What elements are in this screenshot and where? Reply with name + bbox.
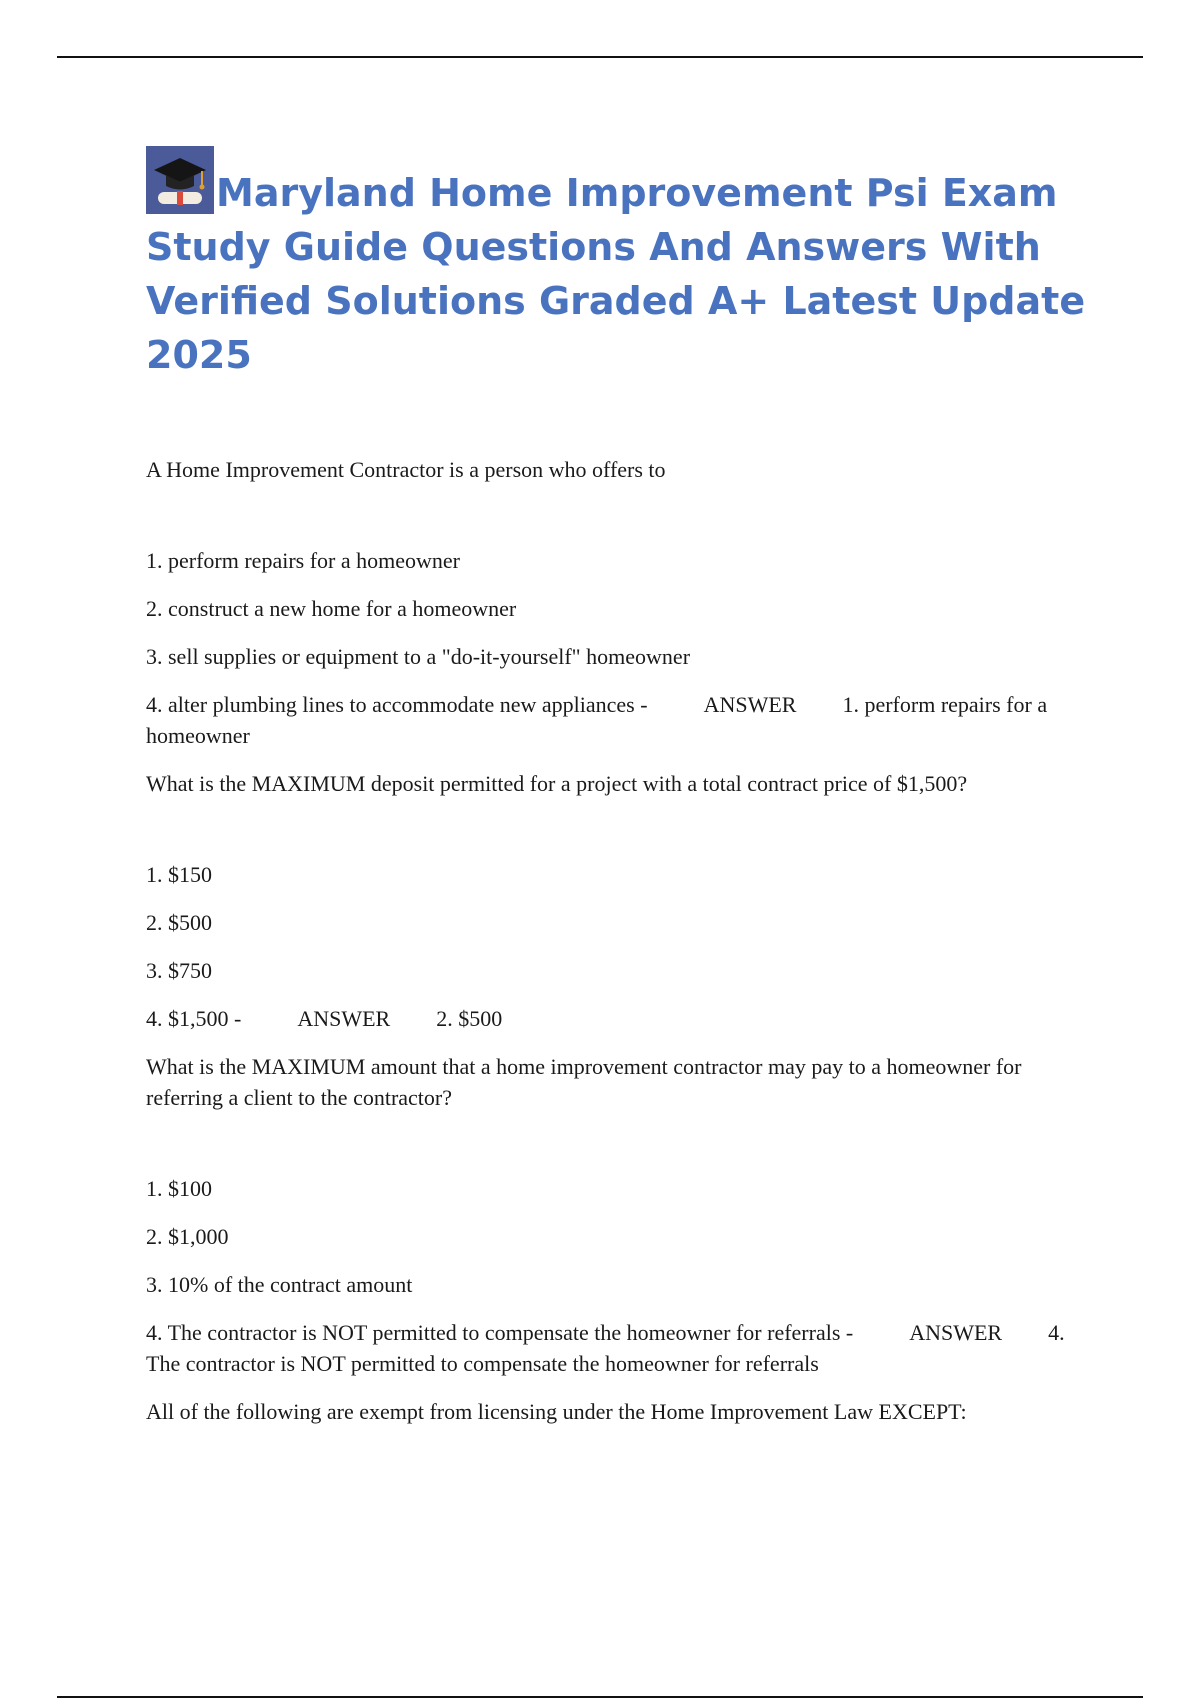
question-2-option-4: 4. $1,500 - [146,1006,242,1031]
question-3-option-2: 2. $1,000 [146,1224,229,1249]
question-1-answer: 1. perform repairs for a homeowner [146,692,1048,748]
question-1-option-4: 4. alter plumbing lines to accommodate new appliances - [146,692,648,717]
question-2-option-1: 1. $150 [146,862,212,887]
question-2: What is the MAXIMUM deposit permitted for a project with a total contract price of $1,500? [146,771,968,796]
graduation-cap-diploma-icon [146,146,214,214]
footer-rule [57,1696,1143,1698]
title-text: Maryland Home Improvement Psi Exam Study Guide Questions And Answers With Verified Solutions Graded A+ Latest Update 2025 [146,171,1086,377]
document-body [146,146,1086,1444]
question-3: What is the MAXIMUM amount that a home improvement contractor may pay to a homeowner for referring a client to the contractor? [146,1054,1022,1110]
question-3-option-4: 4. The contractor is NOT permitted to compensate the homeowner for referrals - [146,1320,854,1345]
question-1-option-4-with-answer [146,689,1086,751]
question-2-option-2: 2. $500 [146,910,212,935]
question-1-option-2: 2. construct a new home for a homeowner [146,596,517,621]
question-3-answer: 4. The contractor is NOT permitted to compensate the homeowner for referrals [146,1320,1065,1376]
answer-label: ANSWER [703,692,797,717]
question-1-option-3: 3. sell supplies or equipment to a "do-it-yourself" homeowner [146,644,691,669]
question-2-option-3: 3. $750 [146,958,212,983]
answer-label: ANSWER [909,1320,1003,1345]
qa-content [146,454,1086,1427]
header-rule [57,56,1143,58]
question-3-option-4-with-answer [146,1317,1086,1379]
answer-label: ANSWER [297,1006,391,1031]
question-3-option-1: 1. $100 [146,1176,212,1201]
question-2-option-4-with-answer [146,1003,1086,1034]
question-1: A Home Improvement Contractor is a person who offers to [146,457,666,482]
document-title [146,146,1086,382]
question-1-option-1: 1. perform repairs for a homeowner [146,548,460,573]
question-4: All of the following are exempt from licensing under the Home Improvement Law EXCEPT: [146,1399,967,1424]
question-3-option-3: 3. 10% of the contract amount [146,1272,413,1297]
question-2-answer: 2. $500 [436,1006,503,1031]
